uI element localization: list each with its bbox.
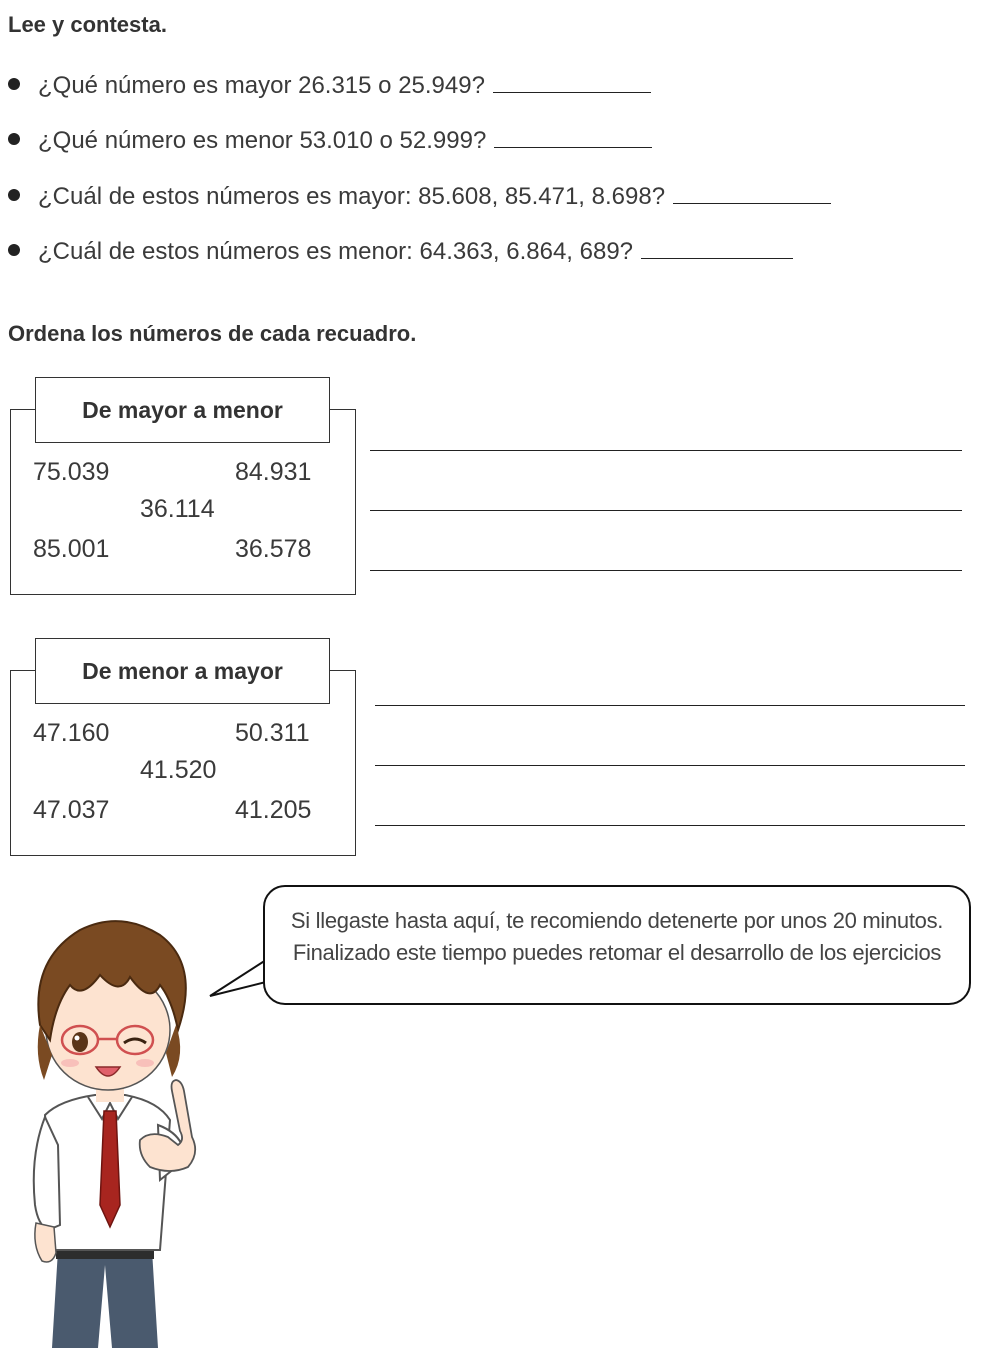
section-title-order: Ordena los números de cada recuadro. <box>8 321 417 346</box>
box-header-descending: De mayor a menor <box>35 377 330 443</box>
answer-blank-1[interactable] <box>493 91 651 93</box>
box2-number: 50.311 <box>235 719 310 747</box>
question-1-text: ¿Qué número es mayor 26.315 o 25.949? <box>38 72 485 99</box>
section-title-read-answer: Lee y contesta. <box>8 12 167 37</box>
question-2-text: ¿Qué número es menor 53.010 o 52.999? <box>38 127 487 154</box>
question-3 <box>8 183 831 211</box>
open-eye <box>72 1032 88 1052</box>
box1-number: 75.039 <box>33 458 110 486</box>
box1-number: 84.931 <box>235 458 312 486</box>
question-3-text: ¿Cuál de estos números es mayor: 85.608, 85.471, 8.698? <box>38 183 666 210</box>
question-4-text: ¿Cuál de estos números es menor: 64.363, 6.864, 689? <box>38 238 634 265</box>
cartoon-boy-illustration <box>0 905 240 1348</box>
answer-blank-2[interactable] <box>494 146 652 148</box>
answer-line-box1-1[interactable] <box>370 450 962 451</box>
question-1 <box>8 72 651 100</box>
box-header-ascending: De menor a mayor <box>35 638 330 704</box>
question-4 <box>8 238 793 266</box>
bullet-icon <box>8 244 20 256</box>
box2-number: 41.520 <box>140 756 217 784</box>
answer-line-box1-2[interactable] <box>370 510 962 511</box>
box2-number: 47.037 <box>33 796 110 824</box>
tie-shape <box>100 1111 120 1227</box>
bullet-icon <box>8 189 20 201</box>
box1-number: 36.114 <box>140 495 215 523</box>
speech-bubble <box>263 885 971 1005</box>
bullet-icon <box>8 78 20 90</box>
box1-number: 36.578 <box>235 535 312 563</box>
answer-line-box2-1[interactable] <box>375 705 965 706</box>
box1-number: 85.001 <box>33 535 110 563</box>
answer-line-box2-3[interactable] <box>375 825 965 826</box>
box2-number: 41.205 <box>235 796 312 824</box>
box2-number: 47.160 <box>33 719 110 747</box>
answer-blank-3[interactable] <box>673 202 831 204</box>
left-hand <box>35 1223 56 1262</box>
speech-bubble-text: Si llegaste hasta aquí, te recomiendo detenerte por unos 20 minutos. Finalizado este tiempo puedes retomar el desarrollo de los ejercicios <box>290 908 944 965</box>
answer-line-box2-2[interactable] <box>375 765 965 766</box>
pants-shape <box>52 1250 158 1348</box>
answer-line-box1-3[interactable] <box>370 570 962 571</box>
question-2 <box>8 127 652 155</box>
bullet-icon <box>8 133 20 145</box>
answer-blank-4[interactable] <box>641 257 793 259</box>
